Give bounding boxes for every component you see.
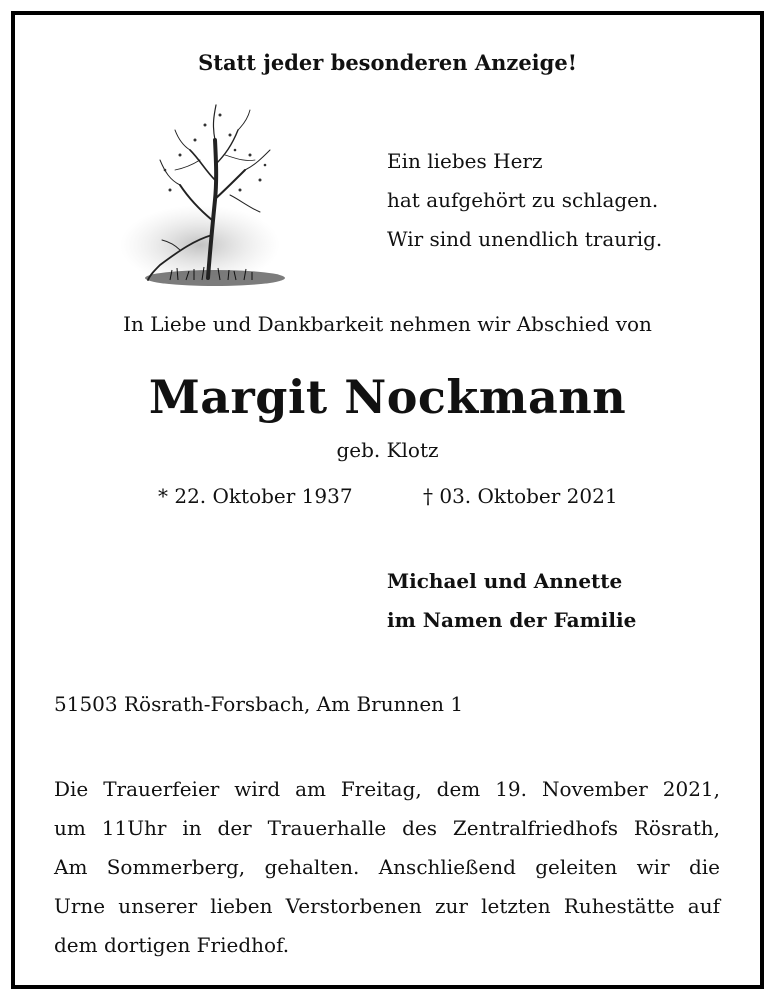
poem-line: Ein liebes Herz bbox=[387, 149, 543, 173]
ceremony-line: um 11Uhr in der Trauerhalle des Zentralfriedhofs Rösrath, bbox=[54, 816, 720, 840]
death-date: † 03. Oktober 2021 bbox=[423, 484, 618, 508]
intro-text: In Liebe und Dankbarkeit nehmen wir Abschied von bbox=[123, 312, 652, 336]
address: 51503 Rösrath-Forsbach, Am Brunnen 1 bbox=[54, 692, 464, 716]
signer-line: Michael und Annette bbox=[387, 569, 623, 593]
tree-illustration bbox=[120, 100, 300, 300]
headline: Statt jeder besonderen Anzeige! bbox=[198, 50, 577, 75]
ceremony-line: Urne unserer lieben Verstorbenen zur letzten Ruhestätte auf bbox=[54, 894, 720, 918]
maiden-name: geb. Klotz bbox=[336, 438, 439, 462]
poem-line: hat aufgehört zu schlagen. bbox=[387, 188, 659, 212]
poem bbox=[387, 142, 662, 259]
signer-line: im Namen der Familie bbox=[387, 608, 637, 632]
ceremony-line: dem dortigen Friedhof. bbox=[54, 933, 290, 957]
ceremony-text bbox=[54, 770, 720, 965]
poem-line: Wir sind unendlich traurig. bbox=[387, 227, 663, 251]
ceremony-line: Am Sommerberg, gehalten. Anschließend geleiten wir die bbox=[54, 855, 720, 879]
deceased-name: Margit Nockmann bbox=[148, 370, 627, 424]
ceremony-line: Die Trauerfeier wird am Freitag, dem 19. November 2021, bbox=[54, 777, 720, 801]
signers bbox=[387, 562, 636, 640]
birth-date: * 22. Oktober 1937 bbox=[158, 484, 353, 508]
